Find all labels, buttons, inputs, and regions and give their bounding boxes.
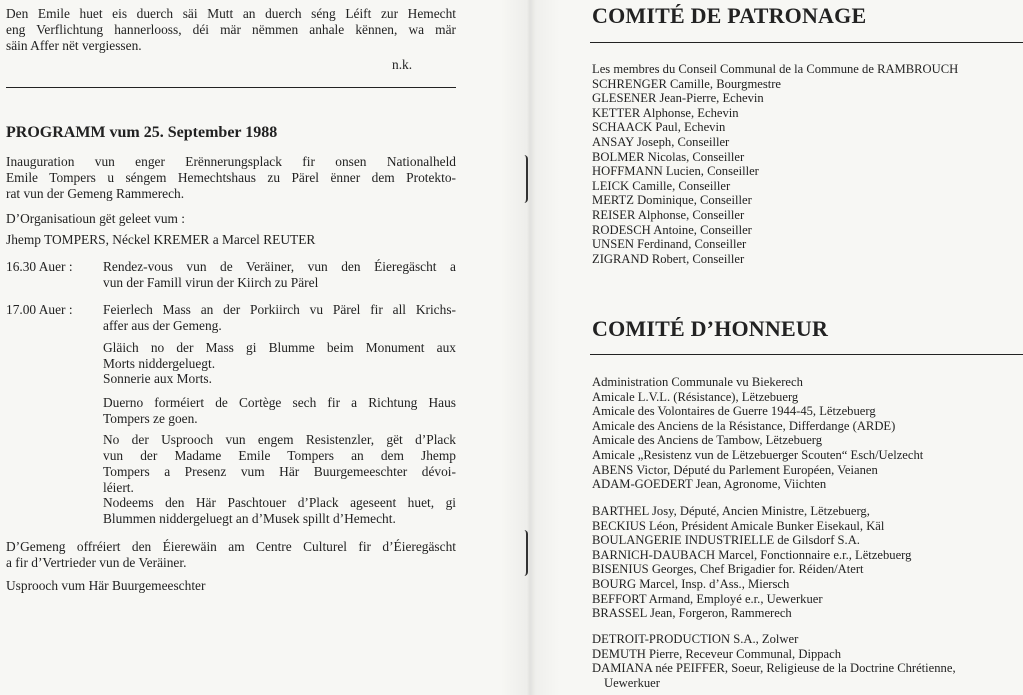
honneur-member: DEMUTH Pierre, Receveur Communal, Dippach <box>592 646 842 661</box>
honneur-member: BECKIUS Léon, Président Amicale Bunker Eisekaul, Käl <box>592 518 885 533</box>
honneur-member: Amicale „Resistenz vun de Lëtzebuerger Scouten“ Esch/Uelzecht <box>592 448 924 462</box>
patronage-member: HOFFMANN Lucien, Conseiller <box>592 164 759 179</box>
program-item-line: vun der Madame Emile Tompers an dem Jhemp <box>103 448 456 463</box>
program-item-line: Rendez-vous vun de Veräiner, vun den Éieregäscht a <box>103 259 456 274</box>
honneur-member: Amicale L.V.L. (Résistance), Lëtzebuerg <box>592 389 799 404</box>
patronage-member: SCHAACK Paul, Echevin <box>592 120 726 135</box>
signature: n.k. <box>392 57 413 72</box>
patronage-title: COMITÉ DE PATRONAGE <box>592 3 867 28</box>
honneur-title: COMITÉ D’HONNEUR <box>592 316 829 341</box>
honneur-member: Amicale des Anciens de Tambow, Lëtzebuerg <box>592 433 823 448</box>
program-item-line: léiert. <box>103 480 134 495</box>
program-item-line: Nodeems den Här Paschtouer d’Plack ageseent huet, gi <box>103 495 456 510</box>
patronage-member: KETTER Alphonse, Echevin <box>592 105 739 120</box>
honneur-member: BOURG Marcel, Insp. d’Ass., Miersch <box>592 577 790 591</box>
divider <box>590 42 1023 43</box>
intro-line: säin Affer nët vergiessen. <box>6 38 142 53</box>
intro-line: Den Emile huet eis duerch säi Mutt an duerch séng Léift zur Hemecht <box>6 6 456 21</box>
patronage-member: Les membres du Conseil Communal de la Commune de RAMBROUCH <box>592 62 959 76</box>
patronage-member: SCHRENGER Camille, Bourgmestre <box>592 76 782 91</box>
program-item-line: Tompers a Presenz vum Här Buurgemeeschter dévoi- <box>103 464 456 479</box>
organisers-text: Jhemp TOMPERS, Néckel KREMER a Marcel REUTER <box>6 232 316 247</box>
program-item-line: Sonnerie aux Morts. <box>103 371 212 386</box>
program-item-line: Feierlech Mass an der Porkiirch vu Pärel fir all Krichs- <box>103 302 456 317</box>
speech-text: Usprooch vum Här Buurgemeeschter <box>6 578 206 593</box>
program-item-line: Tompers ze goen. <box>103 411 198 426</box>
intro-line: eng Verflichtung hannerlooss, déi mär nëmmen anhale kënnen, wa mär <box>6 22 456 37</box>
time-label: 17.00 Auer : <box>6 302 73 317</box>
honneur-member: ADAM-GOEDERT Jean, Agronome, Viichten <box>592 477 827 492</box>
honneur-member: BISENIUS Georges, Chef Brigadier for. Réiden/Atert <box>592 562 864 577</box>
honneur-member: BARNICH-DAUBACH Marcel, Fonctionnaire e.r., Lëtzebuerg <box>592 547 912 562</box>
page-fold <box>500 0 560 695</box>
program-item-line: affer aus der Gemeng. <box>103 318 222 333</box>
honneur-member: BEFFORT Armand, Employé e.r., Uewerkuer <box>592 591 823 606</box>
program-item-line: Gläich no der Mass gi Blumme beim Monument aux <box>103 340 456 355</box>
honneur-member: ABENS Victor, Député du Parlement Européen, Veianen <box>592 462 878 477</box>
program-title: PROGRAMM vum 25. September 1988 <box>6 124 278 141</box>
staple-mark <box>522 530 528 576</box>
honneur-member: BRASSEL Jean, Forgeron, Rammerech <box>592 606 792 621</box>
program-item-line: vun der Famill virun der Kiirch zu Pärel <box>103 275 319 290</box>
divider <box>590 354 1023 355</box>
patronage-member: LEICK Camille, Conseiller <box>592 178 731 193</box>
inauguration-line: Inauguration vun enger Erënnerungsplack fir onsen Nationalheld <box>6 154 456 169</box>
staple-mark <box>522 155 528 203</box>
honneur-member: Administration Communale vu Biekerech <box>592 375 803 389</box>
inauguration-line: rat vun der Gemeng Rammerech. <box>6 186 185 201</box>
honneur-member: BOULANGERIE INDUSTRIELLE de Gilsdorf S.A. <box>592 533 860 548</box>
divider <box>6 87 456 88</box>
honneur-member: DETROIT-PRODUCTION S.A., Zolwer <box>592 632 799 646</box>
honneur-member: Amicale des Volontaires de Guerre 1944-45, Lëtzebuerg <box>592 404 876 419</box>
honneur-member: DAMIANA née PEIFFER, Soeur, Religieuse de la Doctrine Chrétienne, <box>592 661 956 676</box>
honneur-member: Amicale des Anciens de la Résistance, Differdange (ARDE) <box>592 418 896 433</box>
patronage-member: GLESENER Jean-Pierre, Echevin <box>592 91 764 106</box>
program-item-line: Duerno forméiert de Cortège sech fir a Richtung Haus <box>103 395 456 410</box>
reception-line: D’Gemeng offréiert den Éierewäin am Centre Culturel fir d’Éieregäscht <box>6 539 456 554</box>
organisation-text: D’Organisatioun gët geleet vum : <box>6 211 185 226</box>
program-item-line: Blummen niddergeluegt an d’Musek spillt d’Hemecht. <box>103 511 396 526</box>
reception-line: a fir d’Vertrieder vun de Veräiner. <box>6 555 187 570</box>
inauguration-line: Emile Tompers u séngem Hemechtshaus zu Pärel ënner dem Protekto- <box>6 170 456 185</box>
honneur-member: Uewerkuer <box>604 675 660 690</box>
patronage-member: REISER Alphonse, Conseiller <box>592 208 745 222</box>
patronage-member: MERTZ Dominique, Conseiller <box>592 193 752 208</box>
patronage-member: ANSAY Joseph, Conseiller <box>592 135 730 149</box>
patronage-member: RODESCH Antoine, Conseiller <box>592 222 752 237</box>
program-item-line: No der Usprooch vun engem Resistenzler, gët d’Plack <box>103 432 456 447</box>
time-label: 16.30 Auer : <box>6 259 73 274</box>
patronage-member: UNSEN Ferdinand, Conseiller <box>592 237 747 252</box>
patronage-member: ZIGRAND Robert, Conseiller <box>592 251 745 266</box>
program-item-line: Morts niddergeluegt. <box>103 356 216 371</box>
honneur-member: BARTHEL Josy, Député, Ancien Ministre, Lëtzebuerg, <box>592 504 870 518</box>
patronage-member: BOLMER Nicolas, Conseiller <box>592 149 745 164</box>
